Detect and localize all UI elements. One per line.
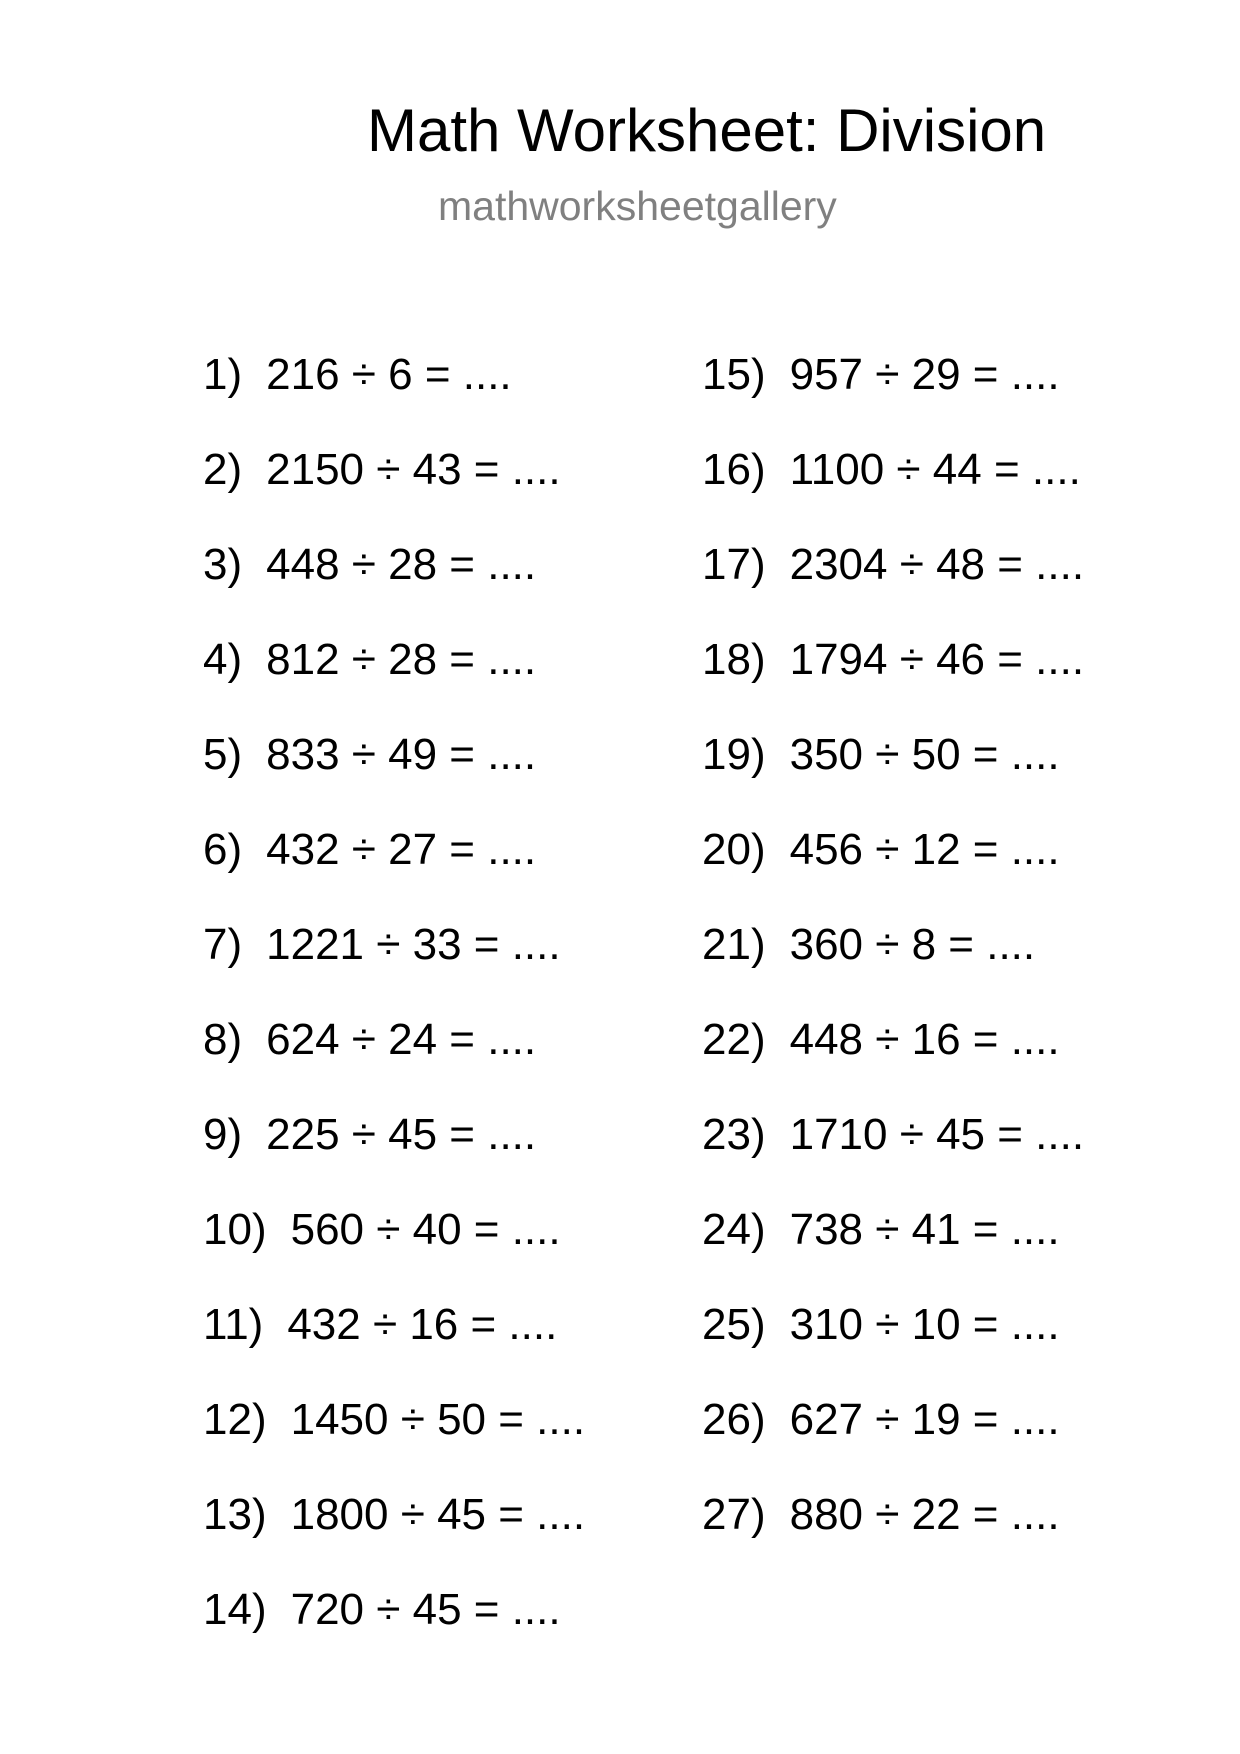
problem-item bbox=[702, 1490, 1060, 1540]
problem-expression: 448 ÷ 16 = .... bbox=[789, 1015, 1060, 1064]
problem-item bbox=[203, 1015, 536, 1065]
problem-expression: 432 ÷ 16 = .... bbox=[287, 1300, 558, 1349]
problem-expression: 1221 ÷ 33 = .... bbox=[266, 920, 561, 969]
problem-number: 13) bbox=[203, 1490, 267, 1539]
problem-number: 16) bbox=[702, 445, 766, 494]
problem-item bbox=[203, 635, 536, 685]
problem-item bbox=[203, 825, 536, 875]
problem-item bbox=[203, 1110, 536, 1160]
worksheet-title: Math Worksheet: Division bbox=[367, 97, 1047, 164]
problem-expression: 1710 ÷ 45 = .... bbox=[789, 1110, 1085, 1159]
problem-number: 26) bbox=[702, 1395, 766, 1444]
problem-expression: 225 ÷ 45 = .... bbox=[266, 1110, 537, 1159]
problem-expression: 350 ÷ 50 = .... bbox=[789, 730, 1060, 779]
problem-item bbox=[203, 1490, 585, 1540]
problem-item bbox=[203, 350, 512, 400]
problem-number: 20) bbox=[702, 825, 766, 874]
problem-expression: 738 ÷ 41 = .... bbox=[789, 1205, 1060, 1254]
problem-item bbox=[702, 825, 1060, 875]
problem-expression: 720 ÷ 45 = .... bbox=[290, 1585, 561, 1634]
problem-item bbox=[203, 445, 561, 495]
problem-number: 27) bbox=[702, 1490, 766, 1539]
problem-number: 4) bbox=[203, 635, 243, 684]
problem-expression: 1450 ÷ 50 = .... bbox=[290, 1395, 586, 1444]
problem-expression: 448 ÷ 28 = .... bbox=[266, 540, 537, 589]
problem-item bbox=[702, 1110, 1084, 1160]
problem-item bbox=[702, 635, 1084, 685]
problem-expression: 560 ÷ 40 = .... bbox=[290, 1205, 561, 1254]
problem-expression: 880 ÷ 22 = .... bbox=[789, 1490, 1060, 1539]
problem-number: 15) bbox=[702, 350, 766, 399]
problem-expression: 833 ÷ 49 = .... bbox=[266, 730, 537, 779]
problem-item bbox=[203, 540, 536, 590]
problem-number: 25) bbox=[702, 1300, 766, 1349]
problem-expression: 1100 ÷ 44 = .... bbox=[789, 445, 1081, 494]
problem-item bbox=[702, 920, 1035, 970]
problem-number: 19) bbox=[702, 730, 766, 779]
problem-number: 5) bbox=[203, 730, 243, 779]
problem-number: 14) bbox=[203, 1585, 267, 1634]
problem-item bbox=[702, 1205, 1060, 1255]
problem-item bbox=[702, 540, 1084, 590]
problem-number: 22) bbox=[702, 1015, 766, 1064]
problem-number: 9) bbox=[203, 1110, 243, 1159]
problem-number: 8) bbox=[203, 1015, 243, 1064]
problem-number: 12) bbox=[203, 1395, 267, 1444]
problem-item bbox=[203, 920, 561, 970]
problem-number: 23) bbox=[702, 1110, 766, 1159]
problem-number: 18) bbox=[702, 635, 766, 684]
problem-item bbox=[702, 350, 1060, 400]
problem-expression: 310 ÷ 10 = .... bbox=[789, 1300, 1060, 1349]
problem-expression: 627 ÷ 19 = .... bbox=[789, 1395, 1060, 1444]
problem-expression: 812 ÷ 28 = .... bbox=[266, 635, 537, 684]
problem-item bbox=[702, 1015, 1060, 1065]
problem-expression: 432 ÷ 27 = .... bbox=[266, 825, 537, 874]
problem-number: 10) bbox=[203, 1205, 267, 1254]
problem-expression: 2150 ÷ 43 = .... bbox=[266, 445, 561, 494]
problem-item bbox=[203, 1395, 585, 1445]
problem-item bbox=[203, 730, 536, 780]
problem-item bbox=[702, 1300, 1060, 1350]
problem-number: 3) bbox=[203, 540, 243, 589]
problem-expression: 456 ÷ 12 = .... bbox=[789, 825, 1060, 874]
problem-item bbox=[203, 1585, 561, 1635]
problem-number: 11) bbox=[203, 1300, 264, 1349]
problem-number: 17) bbox=[702, 540, 766, 589]
problem-expression: 216 ÷ 6 = .... bbox=[266, 350, 512, 399]
problem-expression: 1794 ÷ 46 = .... bbox=[789, 635, 1085, 684]
problem-number: 6) bbox=[203, 825, 243, 874]
problem-item bbox=[203, 1205, 561, 1255]
problem-expression: 2304 ÷ 48 = .... bbox=[789, 540, 1085, 589]
problem-expression: 957 ÷ 29 = .... bbox=[789, 350, 1060, 399]
problem-expression: 1800 ÷ 45 = .... bbox=[290, 1490, 586, 1539]
problem-item bbox=[203, 1300, 557, 1350]
problem-number: 21) bbox=[702, 920, 766, 969]
problem-number: 2) bbox=[203, 445, 243, 494]
problem-number: 24) bbox=[702, 1205, 766, 1254]
problem-item bbox=[702, 445, 1081, 495]
problem-item bbox=[702, 1395, 1060, 1445]
problem-number: 1) bbox=[203, 350, 243, 399]
problem-number: 7) bbox=[203, 920, 243, 969]
problem-expression: 624 ÷ 24 = .... bbox=[266, 1015, 537, 1064]
worksheet-source: mathworksheetgallery bbox=[438, 183, 837, 229]
problem-expression: 360 ÷ 8 = .... bbox=[789, 920, 1036, 969]
problem-item bbox=[702, 730, 1060, 780]
